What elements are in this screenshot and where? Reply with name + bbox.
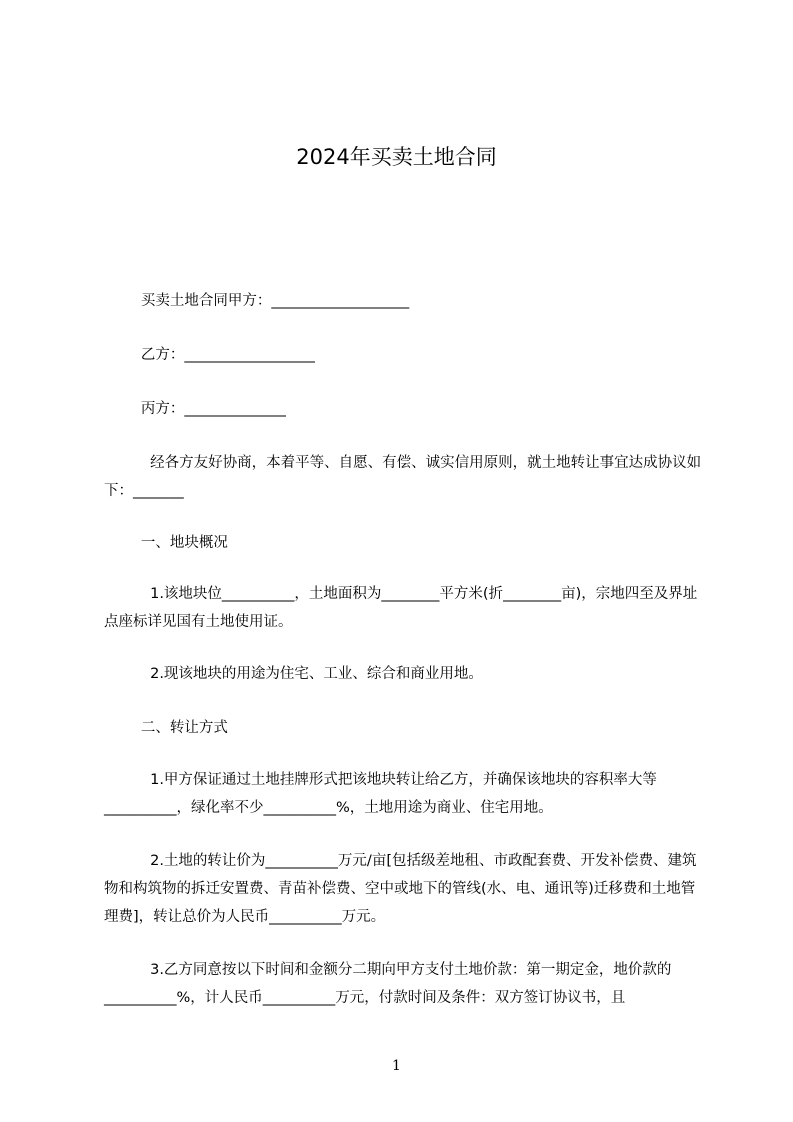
clause-1-2: 2.现该地块的用途为住宅、工业、综合和商业用地。 (104, 666, 483, 682)
section-heading-2: 二、转让方式 (104, 720, 228, 736)
party-c-line: 丙方：______________ (104, 401, 286, 417)
clause-2-3: 3.乙方同意按以下时间和金额分二期向甲方支付土地价款：第一期定金，地价款的__________%，计人民币__________万元，付款时间及条件：双方签订协议书，且 (104, 962, 672, 1006)
party-a-line: 买卖土地合同甲方：___________________ (104, 293, 410, 309)
clause-1-1: 1.该地块位__________，土地面积为________平方米(折________亩)，宗地四至及界址点座标详见国有土地使用证。 (104, 586, 698, 630)
document-title: 2024年买卖土地合同 (296, 145, 497, 169)
clause-2-1: 1.甲方保证通过土地挂牌形式把该地块转让给乙方，并确保该地块的容积率大等__________，绿化率不少__________%，土地用途为商业、住宅用地。 (104, 772, 657, 816)
party-b-line: 乙方：__________________ (104, 347, 315, 363)
section-heading-1: 一、地块概况 (104, 535, 228, 551)
intro-paragraph: 经各方友好协商，本着平等、自愿、有偿、诚实信用原则，就土地转让事宜达成协议如下：_______ (104, 455, 702, 499)
page-number: 1 (392, 1058, 401, 1074)
clause-2-2: 2.土地的转让价为__________万元/亩[包括级差地租、市政配套费、开发补偿费、建筑物和构筑物的拆迁安置费、青苗补偿费、空中或地下的管线(水、电、通讯等)迁移费和土地管理费]，转让总价为人民币__________万元。 (104, 853, 697, 925)
